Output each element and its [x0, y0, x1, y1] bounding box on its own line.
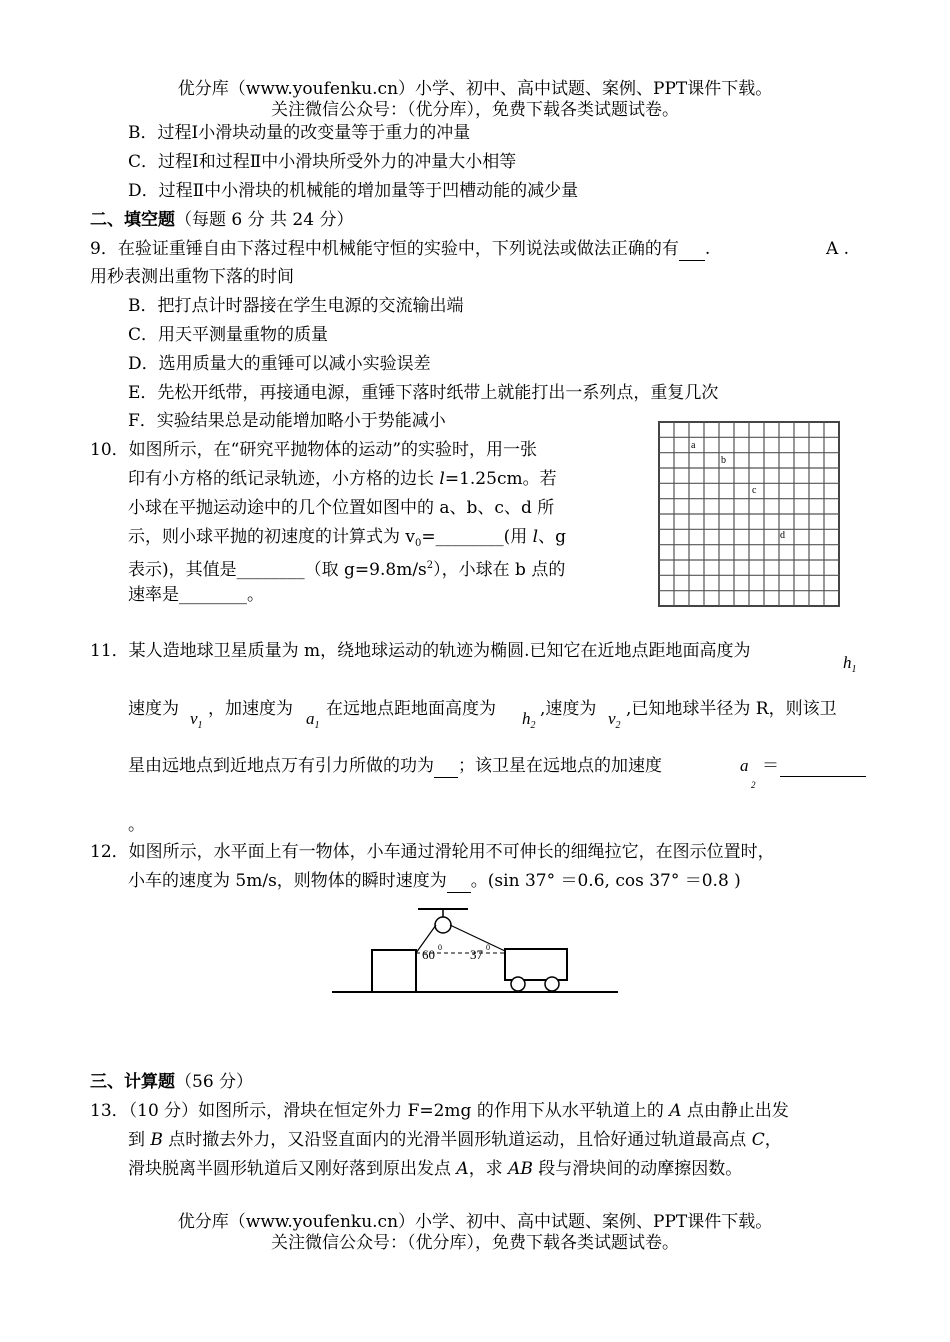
q8-option-c: C．过程Ⅰ和过程Ⅱ中小滑块所受外力的冲量大小相等 [128, 152, 517, 172]
q11-v1 [190, 708, 203, 737]
q13-line-2a: 到 [128, 1130, 151, 1150]
q11-v2 [608, 708, 621, 737]
q10-line-5 [128, 555, 565, 581]
section-2-note: （每题 6 分 共 24 分） [175, 210, 354, 230]
q12-line-1: 12．如图所示，水平面上有一物体，小车通过滑轮用不可伸长的细绳拉它，在图示位置时， [90, 842, 775, 862]
q12-pulley-figure [330, 895, 620, 995]
block-object [372, 950, 416, 992]
pulley-wheel [435, 917, 451, 933]
q11-h2 [522, 708, 536, 737]
q11-h1-symbol: h [843, 653, 852, 672]
q11-line-2b: ，加速度为 [208, 699, 293, 719]
q13-line-2b: 点时撤去外力，又沿竖直面内的光滑半圆形轨道运动，且恰好通过轨道最高点 [162, 1130, 752, 1150]
q13-segment-ab: AB [508, 1159, 533, 1179]
q11-v1-sub: 1 [197, 720, 203, 731]
q10-var-l: l [439, 469, 445, 489]
q13-point-a: A [669, 1101, 682, 1121]
q13-point-b: B [150, 1130, 163, 1150]
q10-line-4a: 示，则小球平抛的初速度的计算式为 v [128, 527, 416, 547]
q9-stem-text: 9．在验证重锤自由下落过程中机械能守恒的实验中，下列说法或做法正确的有 [90, 239, 679, 259]
q10-line-2 [128, 468, 557, 490]
section-2-title: 二、填空题 [90, 210, 175, 230]
q11-accel-blank[interactable] [780, 775, 866, 777]
q11-a1 [306, 708, 320, 737]
q11-a1-symbol: a [306, 709, 315, 728]
q13-line-2c: ， [764, 1130, 782, 1150]
q10-line-4 [128, 526, 566, 555]
q8-option-d: D．过程Ⅱ中小滑块的机械能的增加量等于凹槽动能的减少量 [128, 181, 579, 201]
q11-line-1: 11．某人造地球卫星质量为 m，绕地球运动的轨迹为椭圆.已知它在近地点距地面高度为 [90, 641, 751, 661]
q11-h2-sub: 2 [530, 720, 536, 731]
q13-point-a-2: A [456, 1159, 469, 1179]
q11-a2: a [740, 756, 749, 775]
q10-line-4b: =________(用 [421, 527, 533, 547]
footer-line-1: 优分库（www.youfenku.cn）小学、初中、高中试题、案例、PPT课件下载。 [177, 1212, 773, 1232]
q11-line-2e: ,已知地球半径为 R，则该卫 [626, 699, 837, 719]
q11-line-4: 。 [128, 815, 145, 835]
q9-stem [90, 238, 710, 261]
q10-line-6: 速率是________。 [128, 585, 264, 605]
q11-work-blank[interactable] [434, 755, 458, 778]
header-line-2: 关注微信公众号：（优分库），免费下载各类试题试卷。 [271, 100, 679, 120]
q11-line-2a: 速度为 [128, 699, 179, 719]
section-3-note: （56 分） [175, 1072, 254, 1092]
q9-stem-tail: . [704, 239, 711, 259]
cart-body [505, 949, 567, 980]
q11-v1-symbol: v [190, 709, 198, 728]
q13-line-1b: 点由静止出发 [681, 1101, 789, 1121]
q13-line-3b: ，求 [468, 1159, 509, 1179]
q11-a2-sub: 2 [751, 780, 756, 790]
q9-option-a-text: 用秒表测出重物下落的时间 [90, 267, 294, 287]
q10-line-1: 10．如图所示，在“研究平抛物体的运动”的实验时，用一张 [90, 440, 538, 460]
q9-option-d: D．选用质量大的重锤可以减小实验误差 [128, 354, 431, 374]
cart-wheel-left [511, 977, 525, 991]
q10-grid-figure [657, 420, 841, 608]
q12-answer-blank[interactable] [447, 870, 471, 893]
q13-line-3 [128, 1158, 742, 1180]
q10-v0-sub: 0 [415, 538, 422, 549]
q13-line-1a: 13．（10 分）如图所示，滑块在恒定外力 F=2mg 的作用下从水平轨道上的 [90, 1101, 670, 1121]
q9-option-f: F．实验结果总是动能增加略小于势能减小 [128, 411, 446, 431]
q13-line-2 [128, 1129, 782, 1151]
q11-v2-symbol: v [608, 709, 616, 728]
q12-line-2b: 。(sin 37° ＝0.6, cos 37° ＝0.8 ) [470, 871, 741, 891]
footer-line-2: 关注微信公众号：（优分库），免费下载各类试题试卷。 [271, 1233, 679, 1253]
q12-line-2a: 小车的速度为 5m/s，则物体的瞬时速度为 [128, 871, 447, 891]
q10-line-2a: 印有小方格的纸记录轨迹，小方格的边长 [128, 469, 440, 489]
q11-v2-sub: 2 [615, 720, 621, 731]
q11-line-2d: ,速度为 [540, 699, 597, 719]
q11-h2-symbol: h [522, 709, 531, 728]
q11-h1-sub: 1 [851, 664, 857, 675]
q10-line-3: 小球在平抛运动途中的几个位置如图中的 a、b、c、d 所 [128, 498, 555, 518]
grid-point-b: b [721, 455, 726, 466]
q10-line-4c: 、g [538, 527, 566, 547]
q10-line-5a: 表示)，其值是________（取 g=9.8m/s [128, 560, 427, 580]
q11-line-3 [128, 755, 662, 778]
q10-var-l-2: l [532, 527, 539, 547]
q11-line-3a: 星由远地点到近地点万有引力所做的功为 [128, 756, 434, 776]
q9-option-a-label: A . [826, 239, 850, 259]
angle-37-degree: 0 [486, 943, 490, 952]
q8-option-b: B．过程Ⅰ小滑块动量的改变量等于重力的冲量 [128, 123, 471, 143]
q10-line-5b: ），小球在 b 点的 [433, 560, 566, 580]
section-3-heading [90, 1071, 253, 1093]
q13-point-c: C [751, 1130, 765, 1150]
q10-g-sup: 2 [426, 560, 434, 571]
q11-a1-sub: 1 [314, 720, 320, 731]
angle-37-label: 37 [470, 947, 483, 962]
q9-option-e: E．先松开纸带，再接通电源，重锤下落时纸带上就能打出一系列点，重复几次 [128, 383, 719, 403]
cart-wheel-right [545, 977, 559, 991]
q13-line-1 [90, 1100, 789, 1122]
section-2-heading [90, 209, 353, 231]
q9-answer-blank[interactable] [679, 238, 705, 261]
q9-option-c: C．用天平测量重物的质量 [128, 325, 329, 345]
q10-line-2b: =1.25cm。若 [444, 469, 557, 489]
grid-point-d: d [780, 530, 785, 541]
q11-line-3b: ；该卫星在远地点的加速度 [458, 756, 662, 776]
q13-line-3a: 滑块脱离半圆形轨道后又刚好落到原出发点 [128, 1159, 457, 1179]
q11-line-2c: 在远地点距地面高度为 [326, 699, 496, 719]
q12-line-2 [128, 870, 741, 893]
q9-option-b: B．把打点计时器接在学生电源的交流输出端 [128, 296, 464, 316]
section-3-title: 三、计算题 [90, 1072, 175, 1092]
q11-equals: ＝ [762, 756, 779, 776]
header-line-1: 优分库（www.youfenku.cn）小学、初中、高中试题、案例、PPT课件下载。 [177, 79, 773, 99]
angle-60-label: 60 [422, 947, 435, 962]
grid-point-c: c [752, 485, 757, 496]
grid-point-a: a [691, 440, 696, 451]
angle-60-degree: 0 [438, 943, 442, 952]
q11-h1 [843, 652, 857, 681]
q13-line-3c: 段与滑块间的动摩擦因数。 [532, 1159, 743, 1179]
